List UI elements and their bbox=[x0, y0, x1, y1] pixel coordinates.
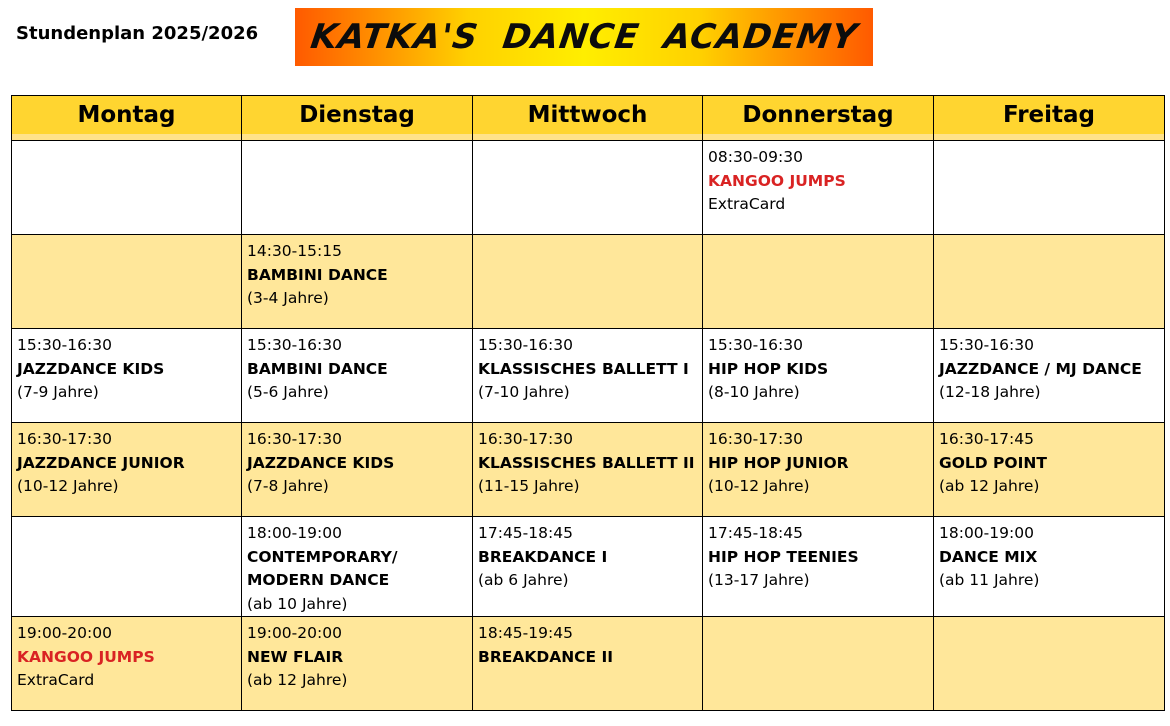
class-name: GOLD POINT bbox=[939, 453, 1047, 472]
class-name: BAMBINI DANCE bbox=[247, 265, 388, 284]
class-time: 08:30-09:30 bbox=[708, 148, 803, 166]
schedule-cell-empty bbox=[703, 617, 934, 711]
time-slot-row bbox=[12, 235, 1165, 329]
schedule-cell-empty bbox=[934, 235, 1165, 329]
schedule-cell bbox=[473, 329, 703, 423]
schedule-cell bbox=[242, 423, 473, 517]
day-label: Donnerstag bbox=[703, 96, 933, 134]
schedule-cell-empty bbox=[12, 141, 242, 235]
class-note: (10-12 Jahre) bbox=[708, 477, 810, 495]
schedule-cell bbox=[703, 141, 934, 235]
schedule-cell bbox=[12, 617, 242, 711]
academy-logo-banner bbox=[295, 8, 873, 66]
day-header-donnerstag bbox=[703, 96, 934, 141]
class-time: 16:30-17:30 bbox=[17, 430, 112, 448]
schedule-cell bbox=[242, 329, 473, 423]
class-note: (7-10 Jahre) bbox=[478, 383, 570, 401]
class-time: 18:00-19:00 bbox=[939, 524, 1034, 542]
class-note: (10-12 Jahre) bbox=[17, 477, 119, 495]
class-time: 19:00-20:00 bbox=[17, 624, 112, 642]
schedule-cell-empty bbox=[473, 235, 703, 329]
schedule-cell-empty bbox=[934, 617, 1165, 711]
class-name: BAMBINI DANCE bbox=[247, 359, 388, 378]
schedule-cell bbox=[12, 423, 242, 517]
schedule-cell-empty bbox=[934, 141, 1165, 235]
schedule-cell bbox=[934, 517, 1165, 617]
day-header-row bbox=[12, 96, 1165, 141]
class-name: KLASSISCHES BALLETT II bbox=[478, 453, 695, 472]
class-time: 19:00-20:00 bbox=[247, 624, 342, 642]
class-note: ExtraCard bbox=[17, 671, 95, 689]
class-time: 14:30-15:15 bbox=[247, 242, 342, 260]
schedule-cell bbox=[473, 617, 703, 711]
day-label: Dienstag bbox=[242, 96, 472, 134]
schedule-cell bbox=[703, 423, 934, 517]
class-time: 16:30-17:30 bbox=[247, 430, 342, 448]
class-note: (3-4 Jahre) bbox=[247, 289, 329, 307]
class-name: KANGOO JUMPS bbox=[708, 171, 846, 190]
schedule-subtitle: Stundenplan 2025/2026 bbox=[16, 23, 259, 44]
class-name: BREAKDANCE II bbox=[478, 647, 614, 666]
class-time: 15:30-16:30 bbox=[708, 336, 803, 354]
weekly-schedule-table bbox=[11, 95, 1165, 711]
class-name: KLASSISCHES BALLETT I bbox=[478, 359, 689, 378]
class-note: (ab 6 Jahre) bbox=[478, 571, 569, 589]
time-slot-row bbox=[12, 517, 1165, 617]
schedule-cell bbox=[242, 235, 473, 329]
class-name: HIP HOP JUNIOR bbox=[708, 453, 849, 472]
class-note: (8-10 Jahre) bbox=[708, 383, 800, 401]
day-header-mittwoch bbox=[473, 96, 703, 141]
schedule-cell-empty bbox=[703, 235, 934, 329]
class-name: CONTEMPORARY/ MODERN DANCE bbox=[247, 547, 398, 589]
schedule-cell bbox=[12, 329, 242, 423]
schedule-cell bbox=[473, 517, 703, 617]
class-note: (12-18 Jahre) bbox=[939, 383, 1041, 401]
schedule-cell bbox=[934, 329, 1165, 423]
class-time: 18:00-19:00 bbox=[247, 524, 342, 542]
schedule-cell-empty bbox=[12, 517, 242, 617]
schedule-cell bbox=[703, 517, 934, 617]
class-name: HIP HOP TEENIES bbox=[708, 547, 859, 566]
class-note: (7-9 Jahre) bbox=[17, 383, 99, 401]
time-slot-row bbox=[12, 423, 1165, 517]
schedule-cell bbox=[242, 517, 473, 617]
class-name: DANCE MIX bbox=[939, 547, 1038, 566]
class-name: JAZZDANCE JUNIOR bbox=[17, 453, 185, 472]
class-name: BREAKDANCE I bbox=[478, 547, 608, 566]
class-time: 15:30-16:30 bbox=[478, 336, 573, 354]
schedule-cell bbox=[473, 423, 703, 517]
schedule-cell-empty bbox=[242, 141, 473, 235]
class-note: (5-6 Jahre) bbox=[247, 383, 329, 401]
class-time: 15:30-16:30 bbox=[939, 336, 1034, 354]
class-time: 15:30-16:30 bbox=[247, 336, 342, 354]
class-name: KANGOO JUMPS bbox=[17, 647, 155, 666]
class-note: (11-15 Jahre) bbox=[478, 477, 580, 495]
class-name: JAZZDANCE KIDS bbox=[247, 453, 395, 472]
class-name: JAZZDANCE / MJ DANCE bbox=[939, 359, 1142, 378]
class-time: 16:30-17:30 bbox=[708, 430, 803, 448]
class-name: JAZZDANCE KIDS bbox=[17, 359, 165, 378]
schedule-cell bbox=[934, 423, 1165, 517]
class-time: 16:30-17:30 bbox=[478, 430, 573, 448]
class-time: 15:30-16:30 bbox=[17, 336, 112, 354]
day-label: Montag bbox=[12, 96, 241, 134]
class-note: (ab 11 Jahre) bbox=[939, 571, 1040, 589]
time-slot-row bbox=[12, 141, 1165, 235]
class-name: NEW FLAIR bbox=[247, 647, 344, 666]
day-header-freitag bbox=[934, 96, 1165, 141]
class-time: 16:30-17:45 bbox=[939, 430, 1034, 448]
schedule-cell-empty bbox=[473, 141, 703, 235]
time-slot-row bbox=[12, 617, 1165, 711]
class-name: HIP HOP KIDS bbox=[708, 359, 829, 378]
day-header-montag bbox=[12, 96, 242, 141]
time-slot-row bbox=[12, 329, 1165, 423]
class-note: (ab 12 Jahre) bbox=[247, 671, 348, 689]
class-time: 17:45-18:45 bbox=[478, 524, 573, 542]
schedule-cell bbox=[703, 329, 934, 423]
day-label: Freitag bbox=[934, 96, 1164, 134]
class-note: ExtraCard bbox=[708, 195, 786, 213]
class-time: 18:45-19:45 bbox=[478, 624, 573, 642]
class-note: (ab 12 Jahre) bbox=[939, 477, 1040, 495]
class-time: 17:45-18:45 bbox=[708, 524, 803, 542]
day-header-dienstag bbox=[242, 96, 473, 141]
academy-logo-text: KATKA'S DANCE ACADEMY bbox=[307, 17, 861, 57]
class-note: (ab 10 Jahre) bbox=[247, 594, 348, 613]
class-note: (13-17 Jahre) bbox=[708, 571, 810, 589]
day-label: Mittwoch bbox=[473, 96, 702, 134]
schedule-cell-empty bbox=[12, 235, 242, 329]
schedule-cell bbox=[242, 617, 473, 711]
class-note: (7-8 Jahre) bbox=[247, 477, 329, 495]
